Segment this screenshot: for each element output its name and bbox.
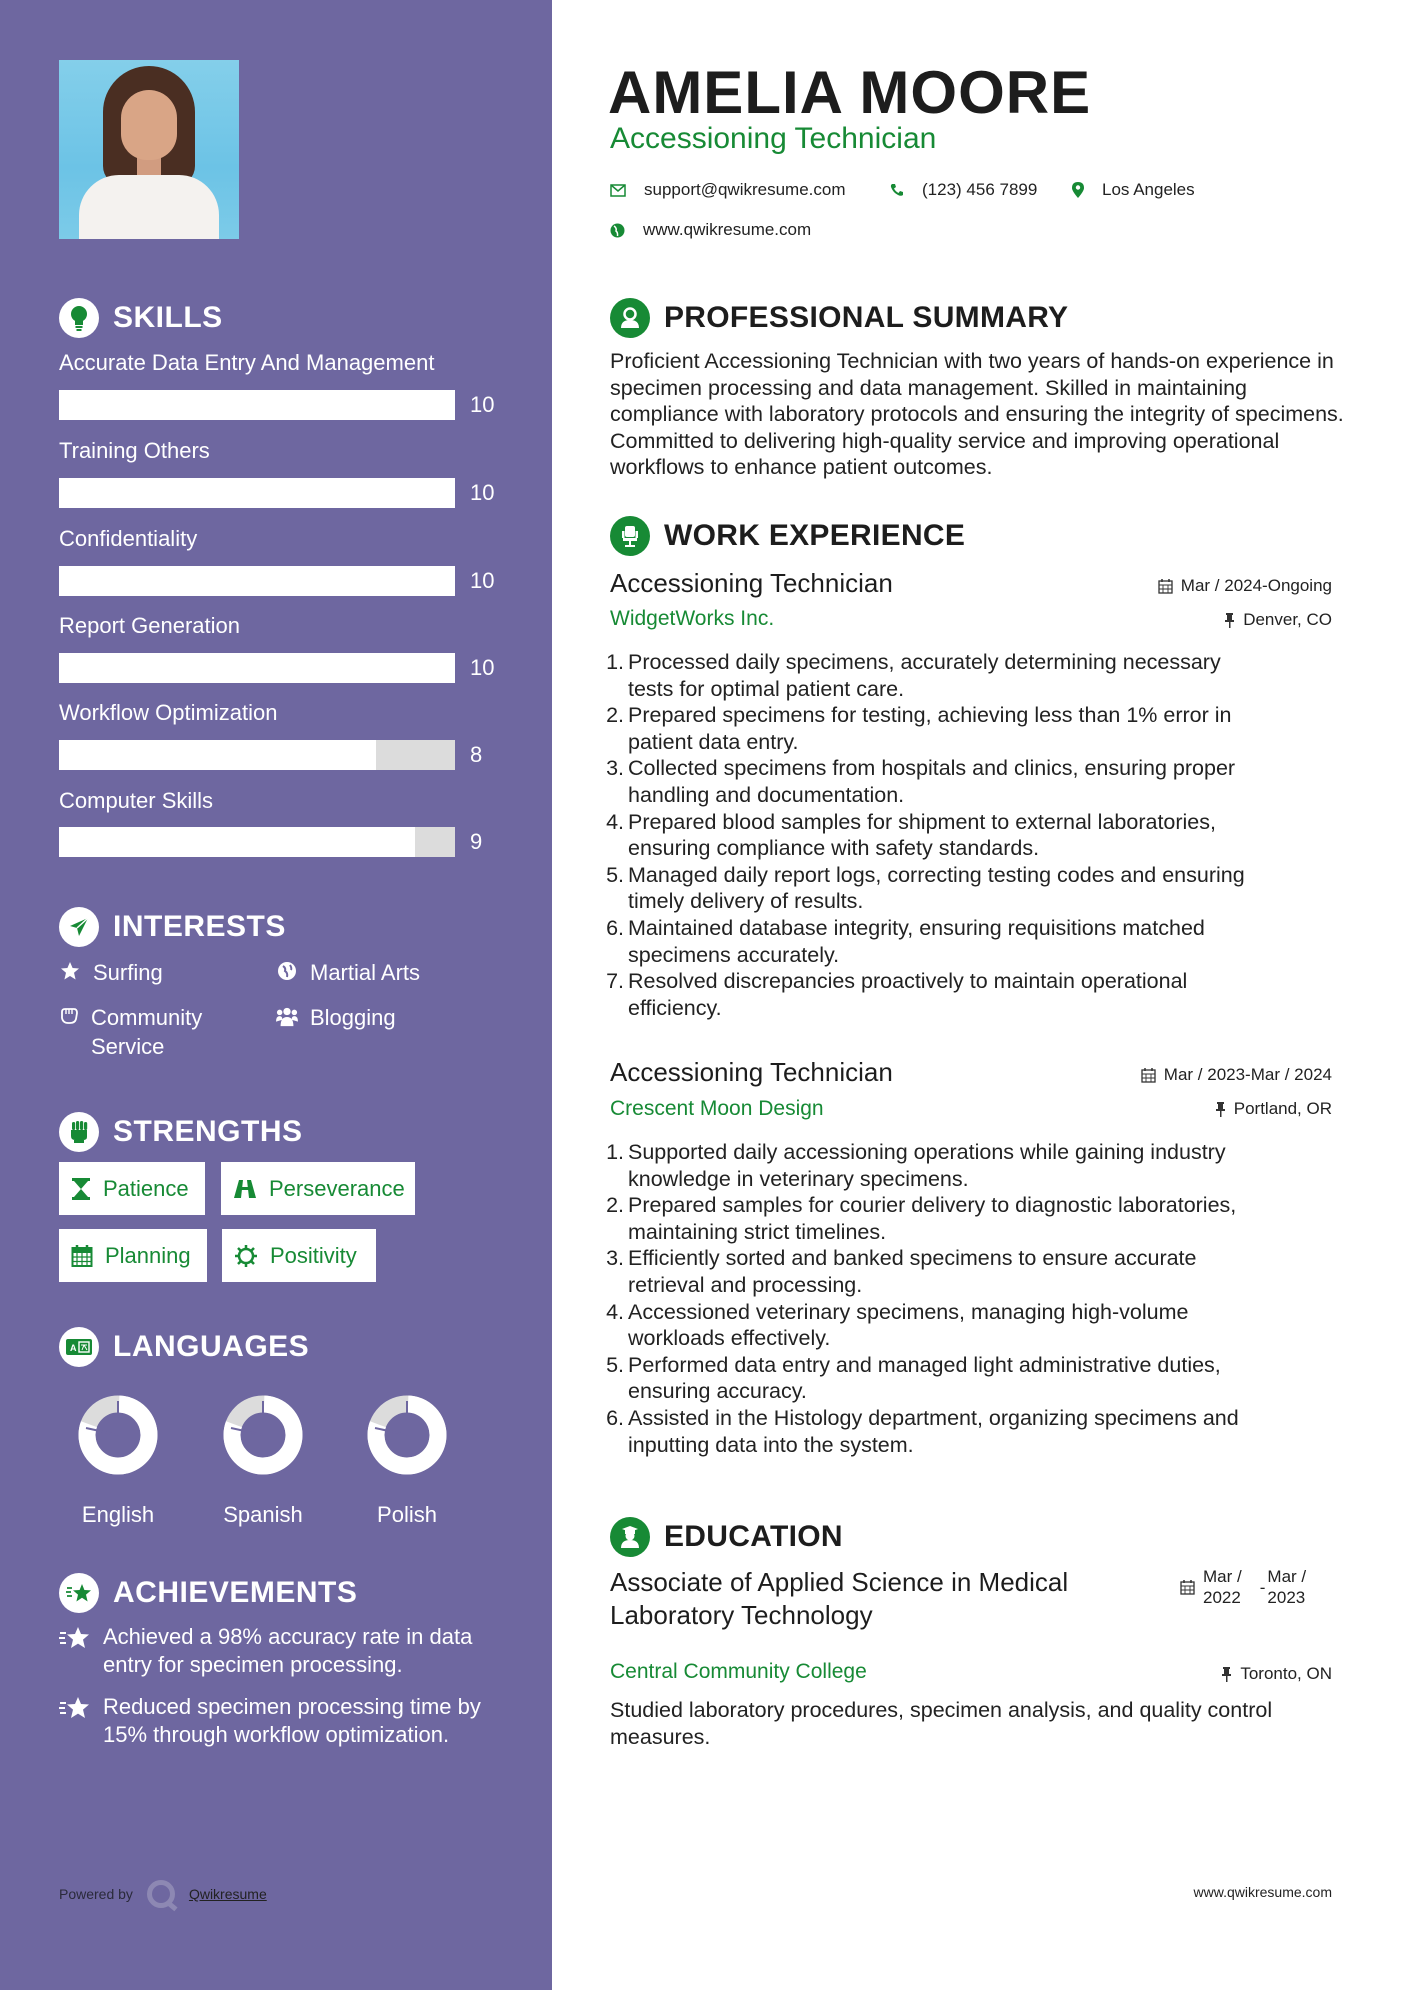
- contact-email: [610, 180, 846, 200]
- skill-bar: [59, 390, 455, 420]
- achievement-item: Reduced specimen processing time by 15% through workflow optimization.: [59, 1693, 499, 1749]
- interest-item: Martial Arts: [276, 958, 420, 987]
- language-item: Spanish: [208, 1395, 318, 1528]
- skill-value: 8: [470, 742, 483, 767]
- interest-item: Surfing: [59, 958, 163, 987]
- job-dates: Mar / 2024-Ongoing: [1158, 576, 1332, 596]
- paper-plane-icon: [59, 907, 99, 947]
- skill-label: Report Generation: [59, 613, 240, 638]
- office-chair-icon: [610, 516, 650, 556]
- bullet-item: 1. Supported daily accessioning operations while gaining industry knowledge in veterinary specimens.: [606, 1140, 1226, 1191]
- bullet-item: 7. Resolved discrepancies proactively to maintain operational efficiency.: [606, 969, 1188, 1020]
- bullet-item: 6. Assisted in the Histology department, organizing specimens and inputting data into the system.: [606, 1405, 1239, 1457]
- skill-label: Computer Skills: [59, 788, 214, 813]
- svg-text:A: A: [70, 1343, 77, 1353]
- powered-by: Powered by Qwikresume: [59, 1880, 267, 1908]
- strength-badge: Positivity: [222, 1229, 376, 1282]
- phone-number[interactable]: (123) 456 7899: [922, 180, 1038, 199]
- strength-badge: Patience: [59, 1162, 205, 1215]
- job-bullets: [602, 1139, 1362, 1458]
- map-marker-icon: [1072, 182, 1084, 198]
- skill-label: Workflow Optimization: [59, 700, 278, 725]
- calendar-icon: [1158, 578, 1173, 594]
- profile-photo: [59, 60, 239, 239]
- skill-value: 10: [470, 392, 495, 417]
- bullet-item: 3. Collected specimens from hospitals and clinics, ensuring proper handling and documentation.: [606, 756, 1236, 807]
- translate-icon: [59, 1327, 99, 1367]
- skill-bar: [59, 566, 455, 596]
- education-dates: Mar / 2022 - Mar / 2023: [1180, 1566, 1306, 1608]
- qwikresume-logo-icon: [147, 1880, 175, 1908]
- envelope-icon: [610, 184, 626, 197]
- lightbulb-icon: [59, 298, 99, 338]
- bullet-item: 2. Prepared samples for courier delivery to diagnostic laboratories, maintaining strict timelines.: [606, 1193, 1237, 1244]
- bullet-item: 5. Managed daily report logs, correcting testing codes and ensuring timely delivery of results.: [606, 862, 1245, 914]
- strength-badge: Planning: [59, 1229, 207, 1282]
- skill-bar: [59, 827, 455, 857]
- pushpin-icon: [1224, 612, 1235, 628]
- hourglass-icon: [71, 1177, 91, 1201]
- experience-heading: WORK EXPERIENCE: [610, 516, 965, 556]
- skill-value: 9: [470, 829, 483, 854]
- language-donut: [223, 1395, 303, 1475]
- user-icon: [610, 298, 650, 338]
- contact-location: Los Angeles: [1072, 180, 1195, 200]
- bullet-item: 1. Processed daily specimens, accurately determining necessary tests for optimal patient care.: [606, 650, 1221, 701]
- skill-bar: [59, 478, 455, 508]
- skills-heading: SKILLS: [59, 298, 223, 338]
- language-item: Polish: [352, 1395, 462, 1528]
- education-heading: EDUCATION: [610, 1517, 843, 1557]
- job-bullets: [602, 649, 1362, 1021]
- school-name: Central Community College: [610, 1660, 867, 1683]
- main-content: [552, 0, 1407, 1990]
- job-location: Portland, OR: [1215, 1099, 1332, 1119]
- bullet-item: 6. Maintained database integrity, ensuring requisitions matched specimens accurately.: [606, 915, 1205, 967]
- job-location: Denver, CO: [1224, 610, 1332, 630]
- skill-label: Accurate Data Entry And Management: [59, 350, 435, 375]
- strength-badge: Perseverance: [221, 1162, 415, 1215]
- language-donut: [78, 1395, 158, 1475]
- fist-icon: [59, 1112, 99, 1152]
- language-donut: [367, 1395, 447, 1475]
- achievement-item: Achieved a 98% accuracy rate in data entry for specimen processing.: [59, 1623, 499, 1679]
- sun-icon: [234, 1244, 258, 1268]
- hand-icon: [59, 1006, 79, 1026]
- language-item: English: [63, 1395, 173, 1528]
- job-dates: Mar / 2023-Mar / 2024: [1141, 1065, 1332, 1085]
- pushpin-icon: [1215, 1101, 1226, 1117]
- candidate-name: AMELIA MOORE: [608, 59, 1092, 126]
- strengths-heading: STRENGTHS: [59, 1112, 303, 1152]
- job-title: Accessioning Technician: [610, 568, 893, 598]
- skill-bar: [59, 740, 455, 770]
- skill-bar: [59, 653, 455, 683]
- languages-heading: A LANGUAGES: [59, 1327, 309, 1367]
- skill-value: 10: [470, 568, 495, 593]
- star-achievement-icon: [59, 1695, 91, 1749]
- bullet-item: 4. Prepared blood samples for shipment to external laboratories, ensuring compliance with safety standards.: [606, 809, 1216, 861]
- qwikresume-link[interactable]: Qwikresume: [188, 1886, 267, 1902]
- calendar-icon: [1141, 1067, 1156, 1083]
- bullet-item: 3. Efficiently sorted and banked specimens to ensure accurate retrieval and processing.: [606, 1246, 1197, 1297]
- skill-label: Training Others: [59, 438, 210, 463]
- summary-text: Proficient Accessioning Technician with two years of hands-on experience in specimen processing and data management. Skilled in maintaining compliance with laboratory protocols and ensuring the integrity of specimens. Committed to delivering high-quality service and improving operational workflows to enhance patient outcomes.: [610, 349, 1344, 479]
- company-name: WidgetWorks Inc.: [610, 607, 775, 630]
- interests-heading: INTERESTS: [59, 907, 286, 947]
- job-title: Accessioning Technician: [610, 1057, 893, 1087]
- calendar-icon: [1180, 1579, 1195, 1595]
- star-achievement-icon: [59, 1573, 99, 1613]
- users-icon: [276, 1006, 298, 1028]
- education-description: Studied laboratory procedures, specimen analysis, and quality control measures.: [610, 1698, 1273, 1749]
- interest-item: Blogging: [276, 1003, 396, 1032]
- calendar-icon: [71, 1244, 93, 1268]
- education-location: Toronto, ON: [1221, 1664, 1332, 1684]
- skill-value: 10: [470, 480, 495, 505]
- website-link[interactable]: www.qwikresume.com: [643, 220, 812, 239]
- footer-website-link[interactable]: www.qwikresume.com: [1193, 1884, 1332, 1900]
- interest-item: Community Service: [59, 1003, 239, 1061]
- contact-phone: [890, 180, 1037, 200]
- road-icon: [233, 1179, 257, 1199]
- bullet-item: 2. Prepared specimens for testing, achieving less than 1% error in patient data entry.: [606, 703, 1232, 754]
- phone-icon: [890, 183, 904, 197]
- candidate-role: Accessioning Technician: [610, 122, 937, 155]
- company-name: Crescent Moon Design: [610, 1097, 824, 1120]
- email-link[interactable]: support@qwikresume.com: [644, 180, 846, 199]
- contact-website: [610, 220, 811, 240]
- star-achievement-icon: [59, 1625, 91, 1679]
- globe-icon: [276, 961, 298, 981]
- skill-label: Confidentiality: [59, 526, 198, 551]
- globe-icon: [610, 223, 625, 238]
- summary-heading: PROFESSIONAL SUMMARY: [610, 298, 1068, 338]
- bullet-item: 4. Accessioned veterinary specimens, managing high-volume workloads effectively.: [606, 1299, 1189, 1351]
- pushpin-icon: [1221, 1666, 1232, 1682]
- graduate-icon: [610, 1517, 650, 1557]
- degree-title: Associate of Applied Science in Medical Laboratory Technology: [610, 1567, 1069, 1630]
- star-icon: [59, 961, 81, 981]
- bullet-item: 5. Performed data entry and managed light administrative duties, ensuring accuracy.: [606, 1352, 1221, 1404]
- achievements-heading: ACHIEVEMENTS: [59, 1573, 357, 1613]
- skill-value: 10: [470, 655, 495, 680]
- sidebar: [0, 0, 552, 1990]
